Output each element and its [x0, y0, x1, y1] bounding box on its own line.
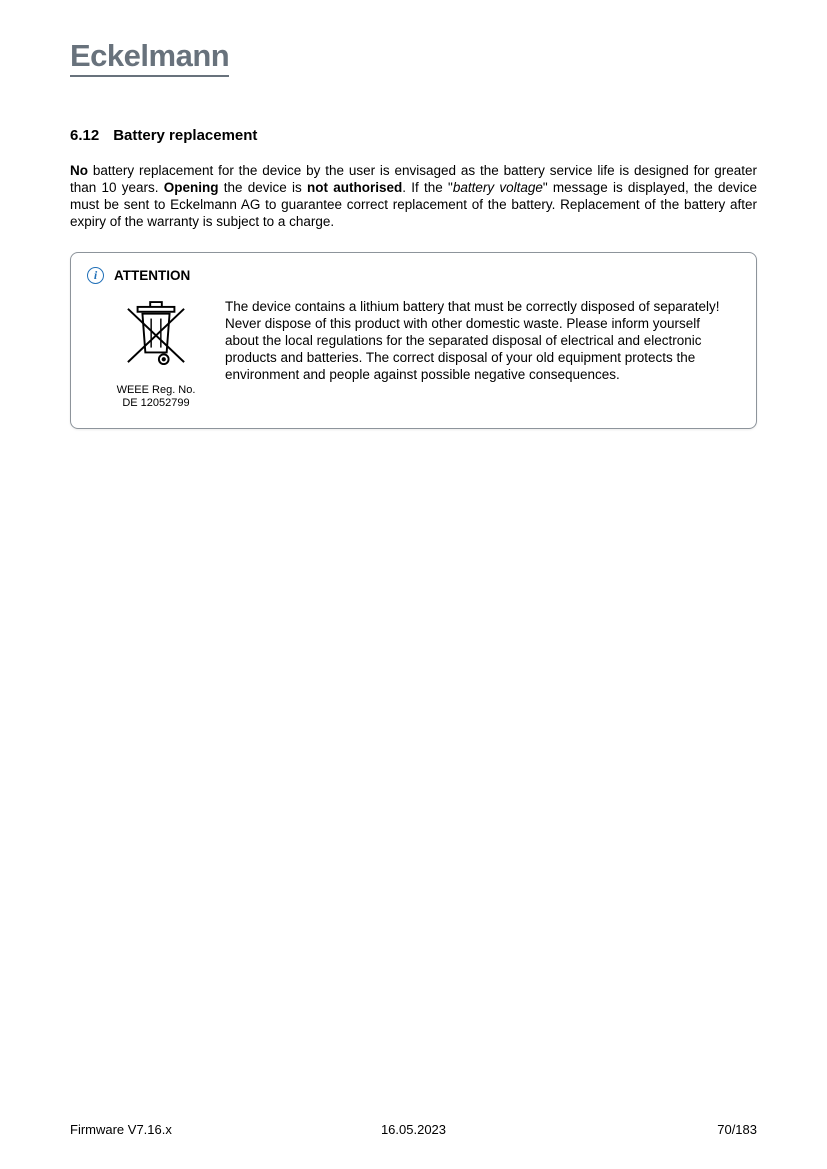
page-footer: [70, 1122, 757, 1137]
attention-box: [70, 252, 757, 429]
intro-text-bold-5: not authorised: [307, 179, 403, 195]
weee-column: [87, 298, 225, 410]
weee-caption-line1: WEEE Reg. No.: [116, 383, 196, 396]
intro-text-2: battery replacement for the device by the user is envisaged as the battery service life is designed for greater than 10 years.: [70, 162, 757, 195]
intro-text-6: . If the ": [402, 179, 453, 195]
intro-text-4: the device is: [218, 179, 308, 195]
weee-crossed-bin-icon: [125, 298, 187, 377]
section-number: 6.12: [70, 126, 100, 144]
weee-caption-line2: DE 12052799: [122, 396, 190, 409]
intro-text-8: " message is displayed, the device must be sent to Eckelmann AG to guarantee correct replacement of the battery. Replacement of the battery after expiry of the warranty is subject to a charge.: [70, 179, 757, 229]
attention-content: [87, 298, 738, 410]
intro-text-bold-1: No: [70, 162, 88, 178]
intro-text-italic-7: battery voltage: [452, 179, 543, 195]
footer-date: 16.05.2023: [380, 1122, 447, 1137]
footer-firmware-version: Firmware V7.16.x: [70, 1122, 172, 1137]
intro-paragraph: [70, 162, 757, 230]
section-heading: [70, 127, 757, 144]
attention-title: ATTENTION: [114, 267, 191, 283]
footer-page-number: 70/183: [717, 1122, 757, 1137]
attention-body-text: The device contains a lithium battery that must be correctly disposed of separately! Never dispose of this product with other domestic waste. Please inform yourself about the local regulations for the separated disposal of electrical and electronic products and batteries. The correct disposal of your old equipment protects the environment and people against possible negative consequences.: [225, 298, 720, 382]
eckelmann-logo: Eckelmann: [70, 40, 229, 77]
weee-caption: [117, 384, 196, 410]
intro-text-bold-3: Opening: [163, 179, 219, 195]
info-icon: i: [87, 267, 104, 284]
section-title: Battery replacement: [113, 126, 258, 144]
attention-header: [87, 267, 738, 284]
